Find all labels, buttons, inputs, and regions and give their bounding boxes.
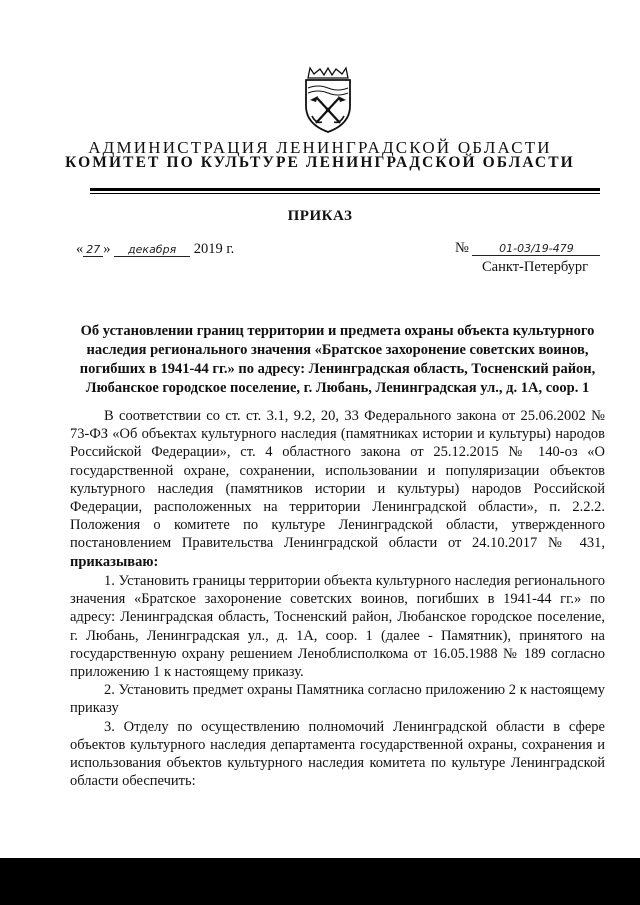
date-open-quote: « [76, 241, 84, 257]
preamble-text: В соответствии со ст. ст. 3.1, 9.2, 20, 33 Федерального закона от 25.06.2002 № 73-ФЗ «Об объектах культурного наследия (памятниках истории и культуры) народов Российской Федерации», ст. 4 областного закона от 25.12.2015 № 140-оз «О государственной охране, сохранении, использовании и популяризации объектов культурного наследия (памятников истории и культуры) народов Российской Федерации, расположенных на территории Ленинградской области», п. 2.2.2. Положения о комитете по культуре Ленинградской области, утвержденного постановлением Правительства Ленинградской области от 24.10.2017 № 431, [70, 408, 605, 552]
date-day: 27 [83, 243, 103, 257]
number-value: 01-03/19-479 [472, 242, 600, 256]
committee-name: КОМИТЕТ ПО КУЛЬТУРЕ ЛЕНИНГРАДСКОЙ ОБЛАСТИ [65, 154, 575, 171]
order-items [70, 572, 605, 790]
organization-name: АДМИНИСТРАЦИЯ ЛЕНИНГРАДСКОЙ ОБЛАСТИ [88, 138, 552, 157]
document-number [455, 240, 600, 257]
document-city: Санкт-Петербург [482, 259, 589, 275]
document-type: ПРИКАЗ [287, 208, 353, 224]
order-item-1: 1. Установить границы территории объекта культурного наследия регионального значения «Братское захоронение советских воинов, погибших в 1941-44 гг.» по адресу: Ленинградская область, Тосненский район, Любанское городское поселение, г. Любань, Ленинградская ул., д. 1А, соор. 1 (далее - Памятник), принятого на государственную охрану решением Леноблисполкома от 16.05.1988 № 189 согласно приложению 1 к настоящему приказу. [70, 573, 605, 681]
order-item-3: 3. Отделу по осуществлению полномочий Ленинградской области в сфере объектов культурного наследия департамента государственной охраны, сохранения и использования объектов культурного наследия комитета по культуре Ленинградской области обеспечить: [70, 718, 605, 790]
order-word: приказываю: [70, 553, 159, 570]
date-close-quote: » [103, 241, 111, 257]
order-item-2: 2. Установить предмет охраны Памятника согласно приложению 2 к настоящему приказу [70, 682, 605, 717]
preamble-paragraph [70, 407, 605, 571]
date-year: 2019 г. [193, 241, 235, 257]
number-label: № [455, 240, 469, 256]
header-rule-thick [90, 188, 600, 191]
date-month: декабря [114, 243, 190, 257]
document-title: Об установлении границ территории и предмета охраны объекта культурного наследия регионального значения «Братское захоронение советских воинов, погибших в 1941-44 гг.» по адресу: Ленинградская область, Тосненский район, Любанское городское поселение, г. Любань, Ленинградская ул., д. 1А, соор. 1 [79, 323, 596, 396]
leningrad-oblast-coat-of-arms-icon [300, 66, 356, 134]
header-rule-thin [90, 193, 600, 194]
document-date [76, 241, 234, 258]
scan-bottom-edge [0, 858, 640, 905]
